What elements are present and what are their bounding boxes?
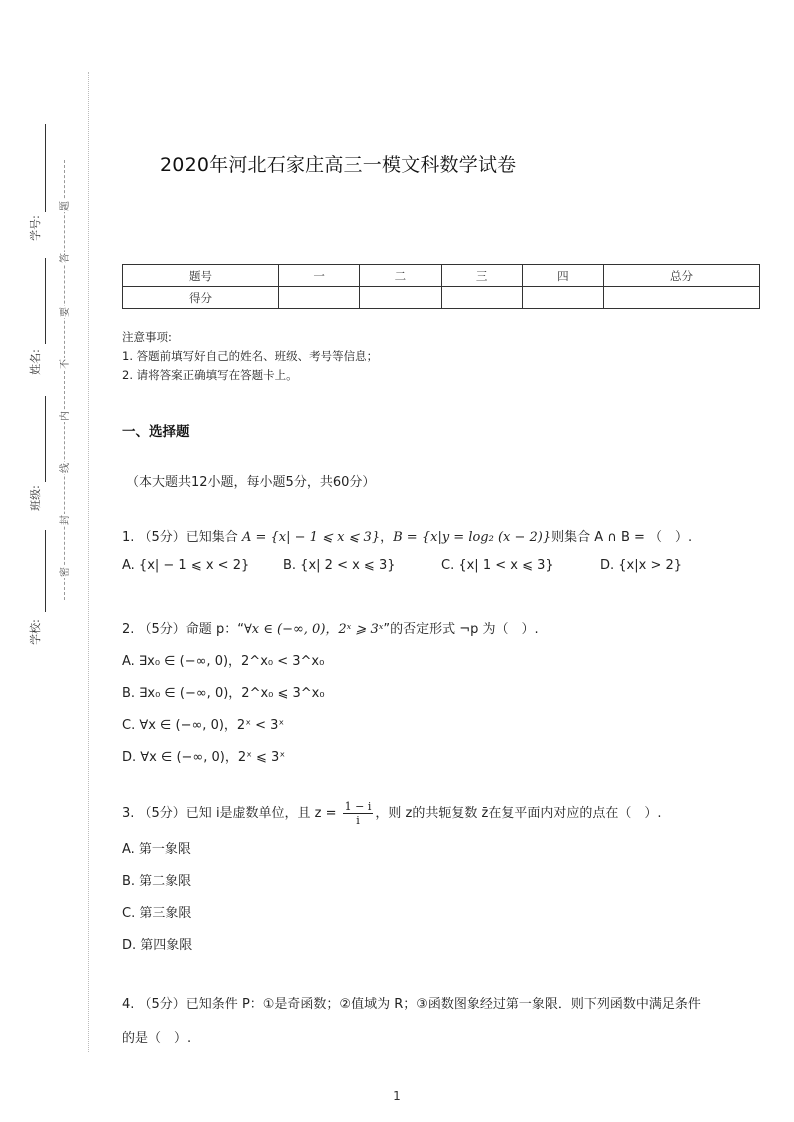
seal-char: 不 (60, 359, 71, 369)
school-line (45, 530, 46, 612)
q2-option-c[interactable]: C. ∀x ∈ (−∞, 0)，2ˣ < 3ˣ (122, 718, 285, 733)
class-line (45, 396, 46, 482)
page-title: 2020年河北石家庄高三一模文科数学试卷 (160, 154, 517, 176)
seal-char: 封 (60, 515, 71, 525)
question-1 (122, 526, 692, 545)
seal-char: 答 (60, 253, 71, 263)
class-label: 班级: (28, 485, 42, 511)
name-line (45, 258, 46, 344)
q2-suffix: ”的否定形式 ¬p 为（ ）. (383, 622, 539, 637)
seal-char: 要 (60, 307, 71, 317)
section-note: （本大题共12小题，每小题5分，共60分） (126, 475, 376, 490)
q3-suffix: ，则 z的共轭复数 z̄在复平面内对应的点在（ ）. (375, 806, 662, 821)
q1-mid: ， (380, 530, 394, 545)
notes-item: 1. 答题前填写好自己的姓名、班级、考号等信息； (122, 349, 379, 363)
seal-char: 密 (60, 567, 71, 577)
q2-expr: ∀x ∈ (−∞, 0)，2ˣ ⩾ 3ˣ (243, 622, 384, 637)
seal-char: 线 (60, 463, 71, 473)
seal-char: 题 (60, 201, 71, 211)
name-label: 姓名: (28, 349, 42, 375)
q3-option-c[interactable]: C. 第三象限 (122, 906, 192, 921)
margin-dashed-line (64, 160, 65, 600)
score-table-score-row (123, 287, 760, 309)
notes (122, 328, 378, 385)
header-cell: 一 (279, 265, 360, 287)
score-row-label: 得分 (123, 287, 279, 309)
header-cell: 题号 (123, 265, 279, 287)
question-3 (122, 800, 661, 827)
q3-option-d[interactable]: D. 第四象限 (122, 938, 193, 953)
q1-option-d[interactable]: D. {x|x > 2} (600, 558, 683, 573)
score-cell[interactable] (441, 287, 522, 309)
q1-set-b: B = {x|y = log₂ (x − 2)} (393, 530, 552, 545)
seal-char: 内 (60, 411, 71, 421)
q3-fraction-numerator: 1 − i (344, 800, 372, 813)
q1-suffix: 则集合 A ∩ B = （ ）. (551, 530, 693, 545)
q3-prefix: 3. （5分）已知 i是虚数单位，且 z = (122, 806, 341, 821)
score-cell[interactable] (604, 287, 760, 309)
header-cell: 总分 (604, 265, 760, 287)
question-2 (122, 618, 539, 637)
q1-option-c[interactable]: C. {x| 1 < x ⩽ 3} (441, 558, 554, 573)
page-number: 1 (393, 1089, 401, 1103)
q1-prefix: 1. （5分）已知集合 (122, 530, 242, 545)
q1-option-a[interactable]: A. {x| − 1 ⩽ x < 2} (122, 558, 250, 573)
header-cell: 二 (360, 265, 441, 287)
q1-set-a: A = {x| − 1 ⩽ x ⩽ 3} (241, 530, 381, 545)
margin-dotted-line (88, 72, 89, 1052)
q3-fraction-denominator: i (356, 814, 360, 827)
q3-fraction (343, 800, 374, 827)
question-4-line-1: 4. （5分）已知条件 P：①是奇函数；②值域为 R；③函数图象经过第一象限．则下列函数中满足条件 (122, 997, 701, 1012)
q2-option-d[interactable]: D. ∀x ∈ (−∞, 0)，2ˣ ⩽ 3ˣ (122, 750, 286, 765)
header-cell: 四 (522, 265, 603, 287)
notes-item: 2. 请将答案正确填写在答题卡上。 (122, 368, 298, 382)
school-label: 学校: (28, 619, 42, 645)
score-cell[interactable] (360, 287, 441, 309)
score-table-header-row (123, 265, 760, 287)
score-cell[interactable] (522, 287, 603, 309)
student-id-label: 学号: (28, 215, 42, 241)
question-4-line-2: 的是（ ）. (122, 1031, 192, 1046)
q2-prefix: 2. （5分）命题 p：“ (122, 622, 244, 637)
q2-option-a[interactable]: A. ∃x₀ ∈ (−∞, 0)，2^x₀ < 3^x₀ (122, 654, 325, 669)
section-title: 一、选择题 (122, 424, 190, 440)
header-cell: 三 (441, 265, 522, 287)
q3-option-b[interactable]: B. 第二象限 (122, 874, 192, 889)
student-id-line (45, 124, 46, 212)
q1-option-b[interactable]: B. {x| 2 < x ⩽ 3} (283, 558, 396, 573)
q3-option-a[interactable]: A. 第一象限 (122, 842, 191, 857)
q2-option-b[interactable]: B. ∃x₀ ∈ (−∞, 0)，2^x₀ ⩽ 3^x₀ (122, 686, 325, 701)
score-cell[interactable] (279, 287, 360, 309)
notes-heading: 注意事项: (122, 330, 172, 344)
score-table (122, 264, 760, 309)
